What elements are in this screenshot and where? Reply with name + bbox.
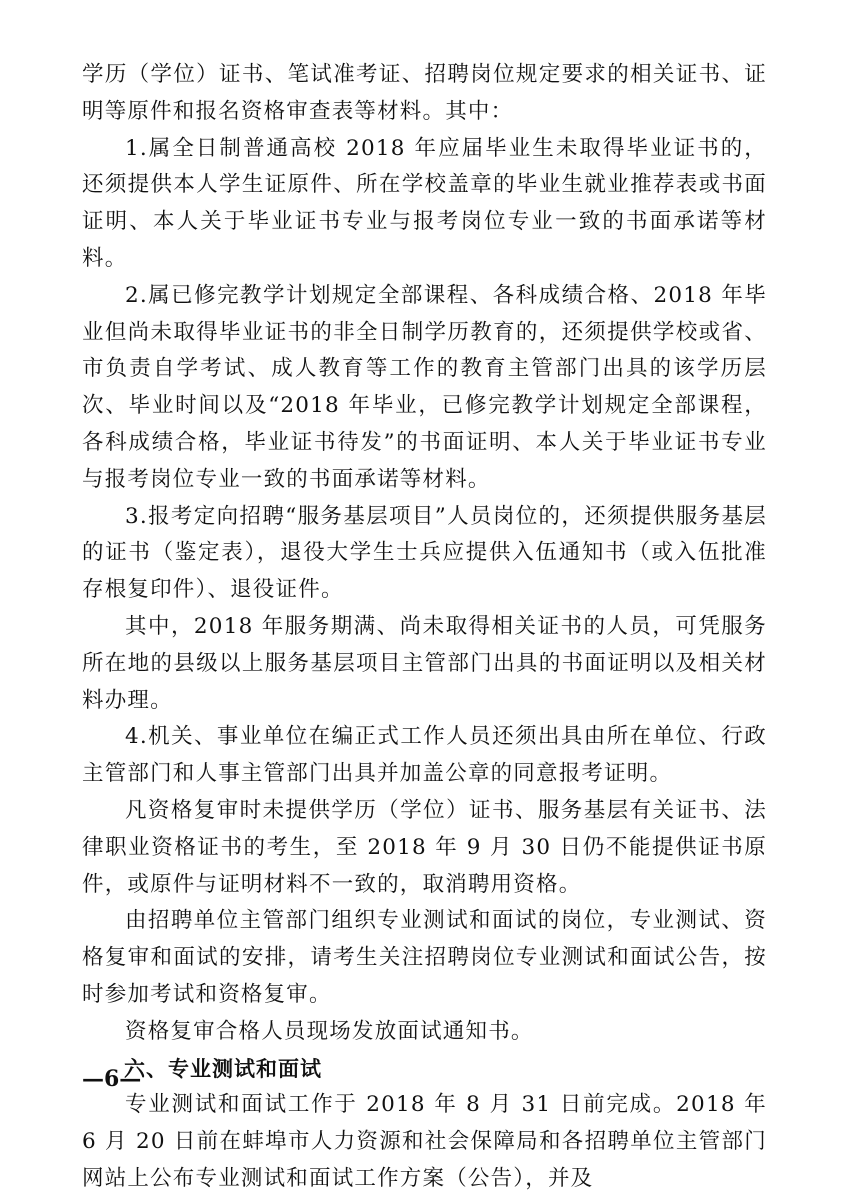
paragraph-service-note: 其中，2018 年服务期满、尚未取得相关证书的人员，可凭服务所在地的县级以上服务基层项目主管部门出具的书面证明以及相关材料办理。: [82, 613, 767, 713]
document-body: [82, 57, 767, 1198]
paragraph-test-arrangement: 由招聘单位主管部门组织专业测试和面试的岗位，专业测试、资格复审和面试的安排，请考生关注招聘岗位专业测试和面试公告，按时参加考试和资格复审。: [82, 908, 767, 1007]
paragraph-disqualification: 凡资格复审时未提供学历（学位）证书、服务基层有关证书、法律职业资格证书的考生，至 2018 年 9 月 30 日仍不能提供证书原件，或原件与证明材料不一致的，取消聘用资格。: [82, 797, 767, 897]
paragraph-item-2: 2.属已修完教学计划规定全部课程、各科成绩合格、2018 年毕业但尚未取得毕业证书的非全日制学历教育的，还须提供学校或省、市负责自学考试、成人教育等工作的教育主管部门出具的该学历层次、毕业时间以及“2018 年毕业，已修完教学计划规定全部课程，各科成绩合格，毕业证书待发”的书面证明、本人关于毕业证书专业与报考岗位专业一致的书面承诺等材料。: [82, 282, 767, 492]
page-number: —6—: [82, 1066, 142, 1092]
paragraph-item-3: 3.报考定向招聘“服务基层项目”人员岗位的，还须提供服务基层的证书（鉴定表），退役大学生士兵应提供入伍通知书（或入伍批准存根复印件）、退役证件。: [82, 503, 767, 603]
paragraph-interview-notice: 资格复审合格人员现场发放面试通知书。: [125, 1018, 534, 1044]
paragraph-item-4: 4.机关、事业单位在编正式工作人员还须出具由所在单位、行政主管部门和人事主管部门出具并加盖公章的同意报考证明。: [82, 724, 767, 787]
paragraph-section-body: 专业测试和面试工作于 2018 年 8 月 31 日前完成。2018 年 6 月 20 日前在蚌埠市人力资源和社会保障局和各招聘单位主管部门网站上公布专业测试和面试工作方案（公告），并及: [82, 1092, 767, 1191]
paragraph-continuation: 学历（学位）证书、笔试准考证、招聘岗位规定要求的相关证书、证明等原件和报名资格审查表等材料。其中：: [82, 62, 767, 124]
section-heading: 六、专业测试和面试: [124, 1056, 322, 1081]
paragraph-item-1: 1.属全日制普通高校 2018 年应届毕业生未取得毕业证书的，还须提供本人学生证原件、所在学校盖章的毕业生就业推荐表或书面证明、本人关于毕业证书专业与报考岗位专业一致的书面承诺等材料。: [82, 135, 767, 271]
